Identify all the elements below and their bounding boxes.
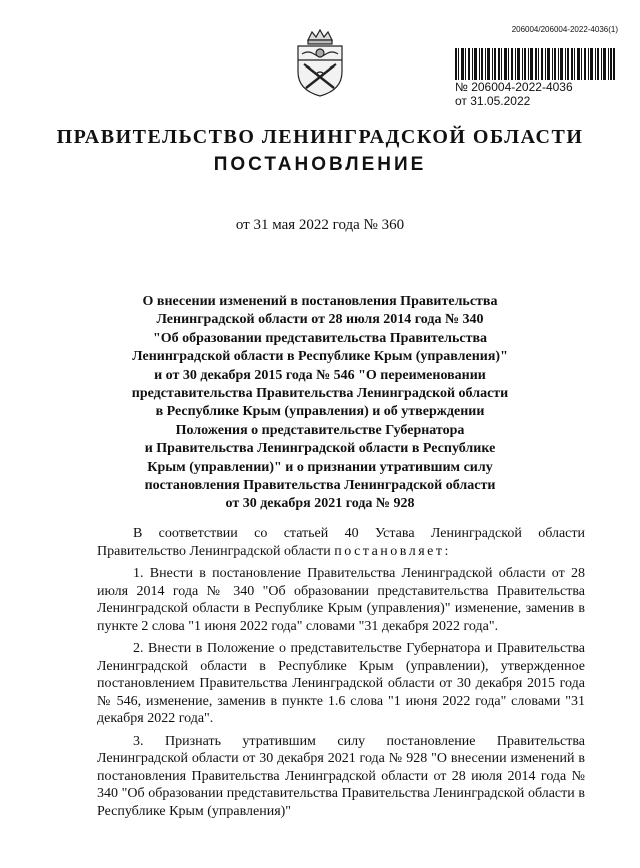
item-paragraph: 3. Признать утратившим силу постановление Правительства Ленинградской области от 30 декабря 2021 года № 928 "О внесении изменений в постановления Правительства Ленинградской области от 28 июля 2014 года № 340 "Об образовании представительства Правительства Ленинградской области в Республике Крым (управления)" — [97, 733, 585, 819]
document-subject — [120, 293, 520, 514]
registration-info — [455, 80, 625, 108]
coat-of-arms-icon — [288, 24, 352, 100]
subject-line: в Республике Крым (управления) и об утверждении — [155, 404, 485, 420]
preamble-paragraph — [97, 525, 585, 560]
decree-word: постановляет: — [334, 543, 451, 559]
government-title: ПРАВИТЕЛЬСТВО ЛЕНИНГРАДСКОЙ ОБЛАСТИ — [56, 126, 584, 148]
document-date: от 31 мая 2022 года № 360 — [235, 217, 405, 233]
subject-line: и Правительства Ленинградской области в Республике — [144, 441, 496, 457]
subject-line: постановления Правительства Ленинградской области — [144, 478, 496, 494]
subject-line: представительства Правительства Ленинградской области — [131, 386, 509, 402]
subject-line: Ленинградской области от 28 июля 2014 года № 340 — [156, 312, 484, 328]
preamble-text: В соответствии со статьей 40 Устава Ленинградской области Правительство Ленинградской области — [97, 526, 585, 559]
barcode-icon — [455, 48, 615, 80]
subject-line: от 30 декабря 2021 года № 928 — [225, 496, 415, 512]
registration-number: № 206004-2022-4036 — [455, 80, 573, 94]
item-paragraph: 2. Внести в Положение о представительстве Губернатора и Правительства Ленинградской области в Республике Крым (управлении), утвержденное постановлением Правительства Ленинградской области от 30 декабря 2015 года № 546, изменение, заменив в пункте 1.6 слова "1 июня 2022 года" словами "31 декабря 2022 года". — [97, 641, 585, 726]
item-paragraph: 1. Внести в постановление Правительства Ленинградской области от 28 июля 2014 года № 340 "Об образовании представительства Правительства Ленинградской области в Республике Крым (управления)" изменение, заменив в пункте 2 слова "1 июня 2022 года" словами "31 декабря 2022 года". — [97, 566, 585, 634]
registration-date: от 31.05.2022 — [455, 94, 531, 108]
subject-line: Крым (управлении)" и о признании утратившим силу — [147, 459, 493, 475]
subject-line: и от 30 декабря 2015 года № 546 "О переименовании — [154, 367, 486, 383]
document-code: 206004/206004-2022-4036(1) — [511, 25, 618, 34]
subject-line: Ленинградской области в Республике Крым (управления)" — [132, 349, 508, 365]
document-body — [97, 525, 585, 825]
subject-line: "Об образовании представительства Правительства — [152, 330, 488, 346]
subject-line: Положения о представительстве Губернатора — [175, 422, 465, 438]
subject-line: О внесении изменений в постановления Правительства — [142, 294, 498, 309]
document-type: ПОСТАНОВЛЕНИЕ — [213, 154, 427, 175]
